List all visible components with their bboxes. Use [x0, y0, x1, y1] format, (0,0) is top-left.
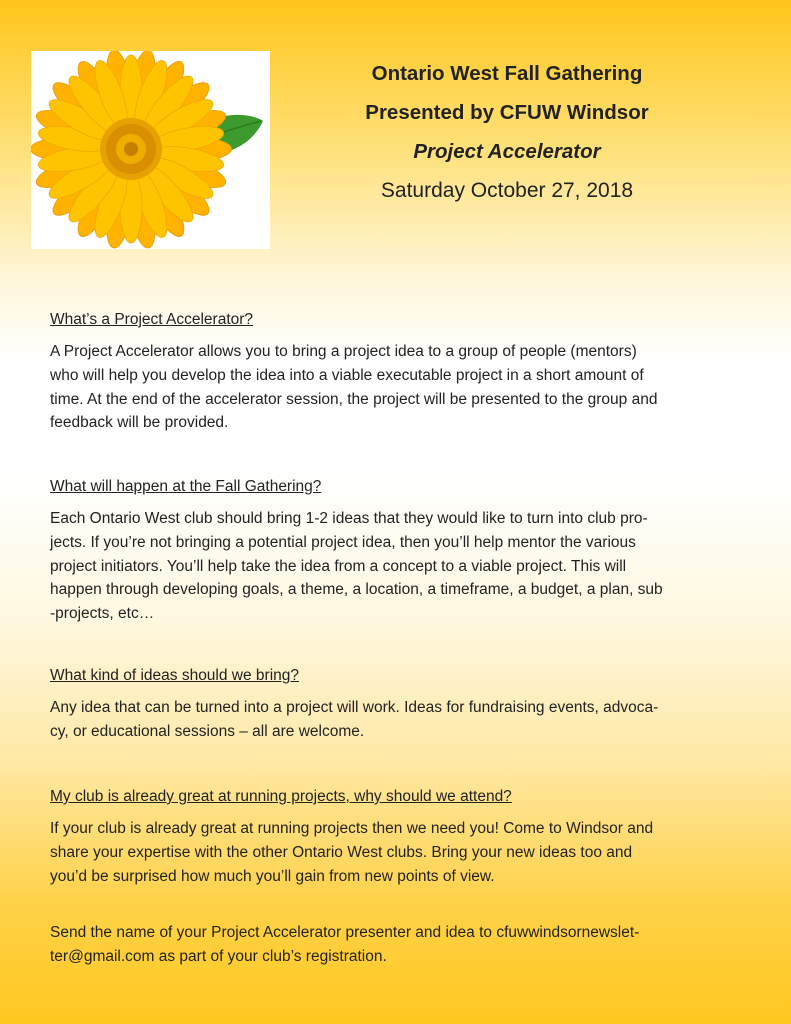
sunflower-icon — [31, 51, 270, 249]
section-body — [50, 696, 750, 744]
section-heading: What will happen at the Fall Gathering? — [50, 478, 322, 495]
section-which-ideas — [50, 666, 750, 744]
body-line: who will help you develop the idea into a viable executable project in a short amount of — [50, 366, 644, 384]
body-line: jects. If you’re not bringing a potential project idea, then you’ll help mentor the various — [50, 533, 636, 551]
program-name: Project Accelerator — [413, 140, 601, 163]
body-line: Each Ontario West club should bring 1-2 ideas that they would like to turn into club pro- — [50, 510, 648, 527]
section-body — [50, 340, 750, 435]
event-title: Ontario West Fall Gathering — [371, 62, 643, 85]
section-why-attend — [50, 787, 750, 888]
section-what-happens — [50, 477, 750, 626]
section-body — [50, 507, 750, 626]
body-line: share your expertise with the other Ontario West clubs. Bring your new ideas too and — [50, 843, 633, 861]
body-line: happen through developing goals, a theme, a location, a timeframe, a budget, a plan, sub — [50, 581, 663, 599]
section-heading: What kind of ideas should we bring? — [50, 667, 300, 684]
presenter-line: Presented by CFUW Windsor — [365, 101, 649, 124]
body-line: -projects, etc… — [50, 605, 155, 623]
event-header — [292, 54, 722, 210]
body-line: project initiators. You’ll help take the idea from a concept to a viable project. This will — [50, 557, 627, 575]
body-line: If your club is already great at running projects then we need you! Come to Windsor and — [50, 820, 654, 837]
section-what-is — [50, 310, 750, 435]
section-heading: What’s a Project Accelerator? — [50, 311, 254, 328]
body-line: you’d be surprised how much you’ll gain from new points of view. — [50, 867, 495, 885]
closing-line: Send the name of your Project Accelerator presenter and idea to cfuwwindsornewslet- — [50, 924, 640, 941]
section-heading: My club is already great at running projects, why should we attend? — [50, 788, 512, 805]
closing-line: ter@gmail.com as part of your club’s registration. — [50, 947, 387, 965]
body-line: time. At the end of the accelerator session, the project will be presented to the group and — [50, 390, 658, 408]
body-line: cy, or educational sessions – all are welcome. — [50, 722, 365, 740]
sunflower-image — [31, 51, 270, 249]
registration-note — [50, 921, 750, 969]
event-date: Saturday October 27, 2018 — [380, 179, 634, 202]
section-body — [50, 817, 750, 888]
body-line: A Project Accelerator allows you to bring a project idea to a group of people (mentors) — [50, 343, 637, 360]
body-line: feedback will be provided. — [50, 414, 229, 432]
body-line: Any idea that can be turned into a project will work. Ideas for fundraising events, advoca- — [50, 699, 659, 716]
